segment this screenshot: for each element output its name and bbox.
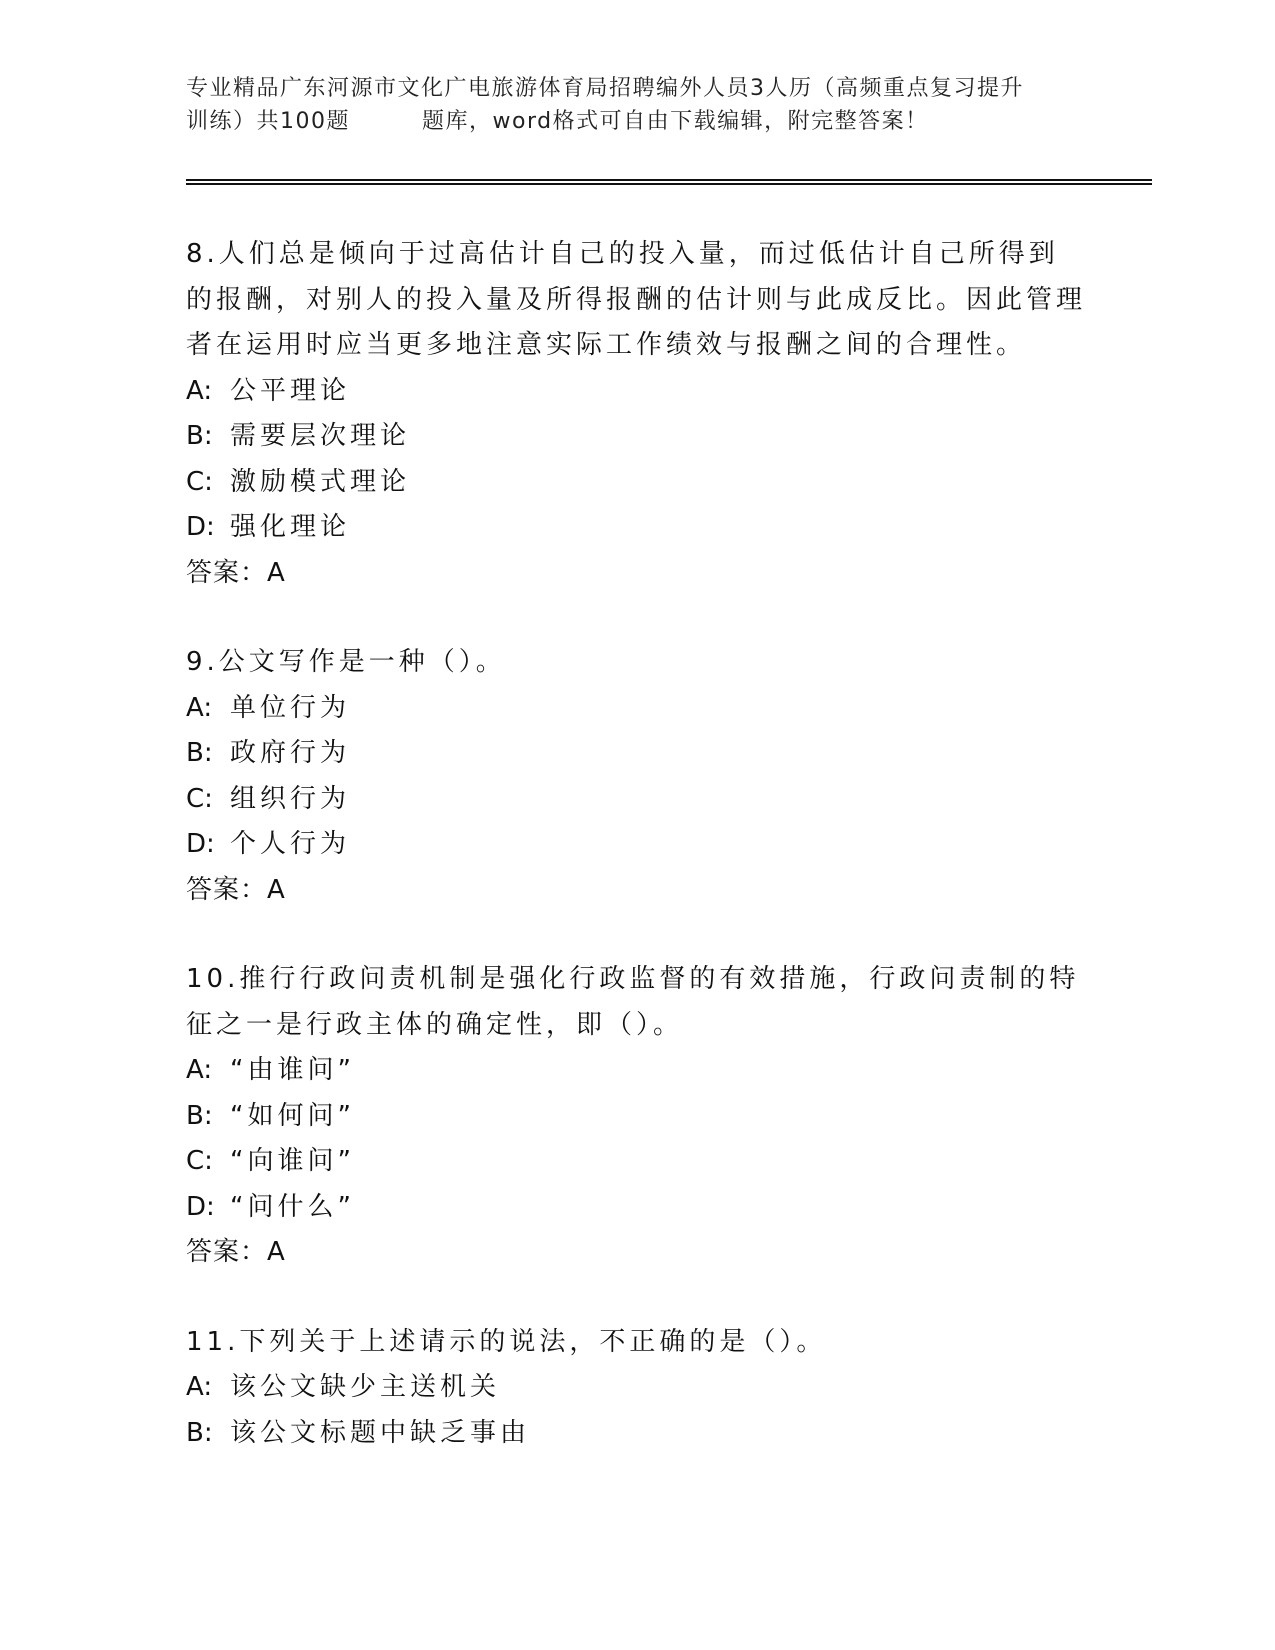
- answer: 答案：A: [186, 557, 286, 588]
- question-stem: 11.下列关于上述请示的说法，不正确的是（）。: [186, 1326, 827, 1357]
- option-text: 需要层次理论: [230, 421, 411, 451]
- option-d: [186, 505, 1086, 551]
- option-a: [186, 1365, 1086, 1411]
- option-letter: C:: [186, 466, 213, 497]
- option-b: [186, 731, 1086, 777]
- option-c: [186, 460, 1086, 506]
- option-text: “问什么”: [230, 1191, 355, 1222]
- option-a: [186, 686, 1086, 732]
- option-text: 单位行为: [230, 692, 351, 723]
- option-letter: D:: [186, 829, 215, 859]
- option-text: “如何问”: [230, 1100, 355, 1131]
- option-letter: A:: [186, 375, 213, 406]
- option-b: [186, 1411, 1086, 1457]
- question-stem: 8.人们总是倾向于过高估计自己的投入量，而过低估计自己所得到的报酬，对别人的投入量及所得报酬的估计则与此成反比。因此管理者在运用时应当更多地注意实际工作绩效与报酬之间的合理性。: [186, 239, 1087, 360]
- question-stem: 10.推行行政问责机制是强化行政监督的有效措施，行政问责制的特征之一是行政主体的确定性，即（）。: [186, 964, 1080, 1040]
- question-9: [186, 640, 1086, 913]
- option-text: “由谁问”: [230, 1055, 355, 1085]
- option-b: [186, 1094, 1086, 1140]
- option-a: [186, 1048, 1086, 1094]
- header-line-2: [186, 105, 1086, 138]
- header-rule-bottom: [186, 183, 1152, 185]
- option-letter: A:: [186, 1055, 213, 1085]
- header-line-2-left: 训练）共100题: [186, 109, 350, 134]
- question-list: [186, 232, 1086, 1500]
- option-letter: B:: [186, 421, 213, 451]
- option-text: “向谁问”: [230, 1146, 355, 1176]
- option-letter: B:: [186, 1100, 213, 1131]
- answer: 答案：A: [186, 874, 286, 905]
- option-text: 激励模式理论: [230, 466, 411, 497]
- option-text: 政府行为: [230, 738, 351, 768]
- option-letter: A:: [186, 692, 213, 723]
- option-c: [186, 1139, 1086, 1185]
- option-text: 公平理论: [230, 375, 351, 406]
- option-c: [186, 777, 1086, 823]
- document-header: [186, 72, 1086, 138]
- option-letter: B:: [186, 1417, 213, 1448]
- answer: 答案：A: [186, 1237, 286, 1267]
- option-letter: D:: [186, 512, 215, 542]
- option-a: [186, 369, 1086, 415]
- question-10: [186, 957, 1086, 1276]
- option-letter: C:: [186, 1146, 213, 1176]
- question-stem: 9.公文写作是一种（）。: [186, 647, 506, 677]
- option-letter: D:: [186, 1191, 215, 1222]
- option-text: 个人行为: [230, 829, 351, 859]
- option-d: [186, 822, 1086, 868]
- option-letter: B:: [186, 738, 213, 768]
- option-b: [186, 414, 1086, 460]
- header-rule-top: [186, 179, 1152, 181]
- option-d: [186, 1185, 1086, 1231]
- option-letter: C:: [186, 783, 213, 814]
- question-11: [186, 1320, 1086, 1457]
- option-text: 强化理论: [230, 512, 351, 542]
- header-line-1: 专业精品广东河源市文化广电旅游体育局招聘编外人员3人历（高频重点复习提升: [186, 76, 1024, 101]
- option-text: 该公文标题中缺乏事由: [230, 1417, 531, 1448]
- header-line-2-right: 题库，word格式可自由下载编辑，附完整答案！: [422, 109, 929, 134]
- option-text: 该公文缺少主送机关: [230, 1372, 501, 1402]
- option-text: 组织行为: [230, 783, 351, 814]
- option-letter: A:: [186, 1372, 213, 1402]
- question-8: [186, 232, 1086, 596]
